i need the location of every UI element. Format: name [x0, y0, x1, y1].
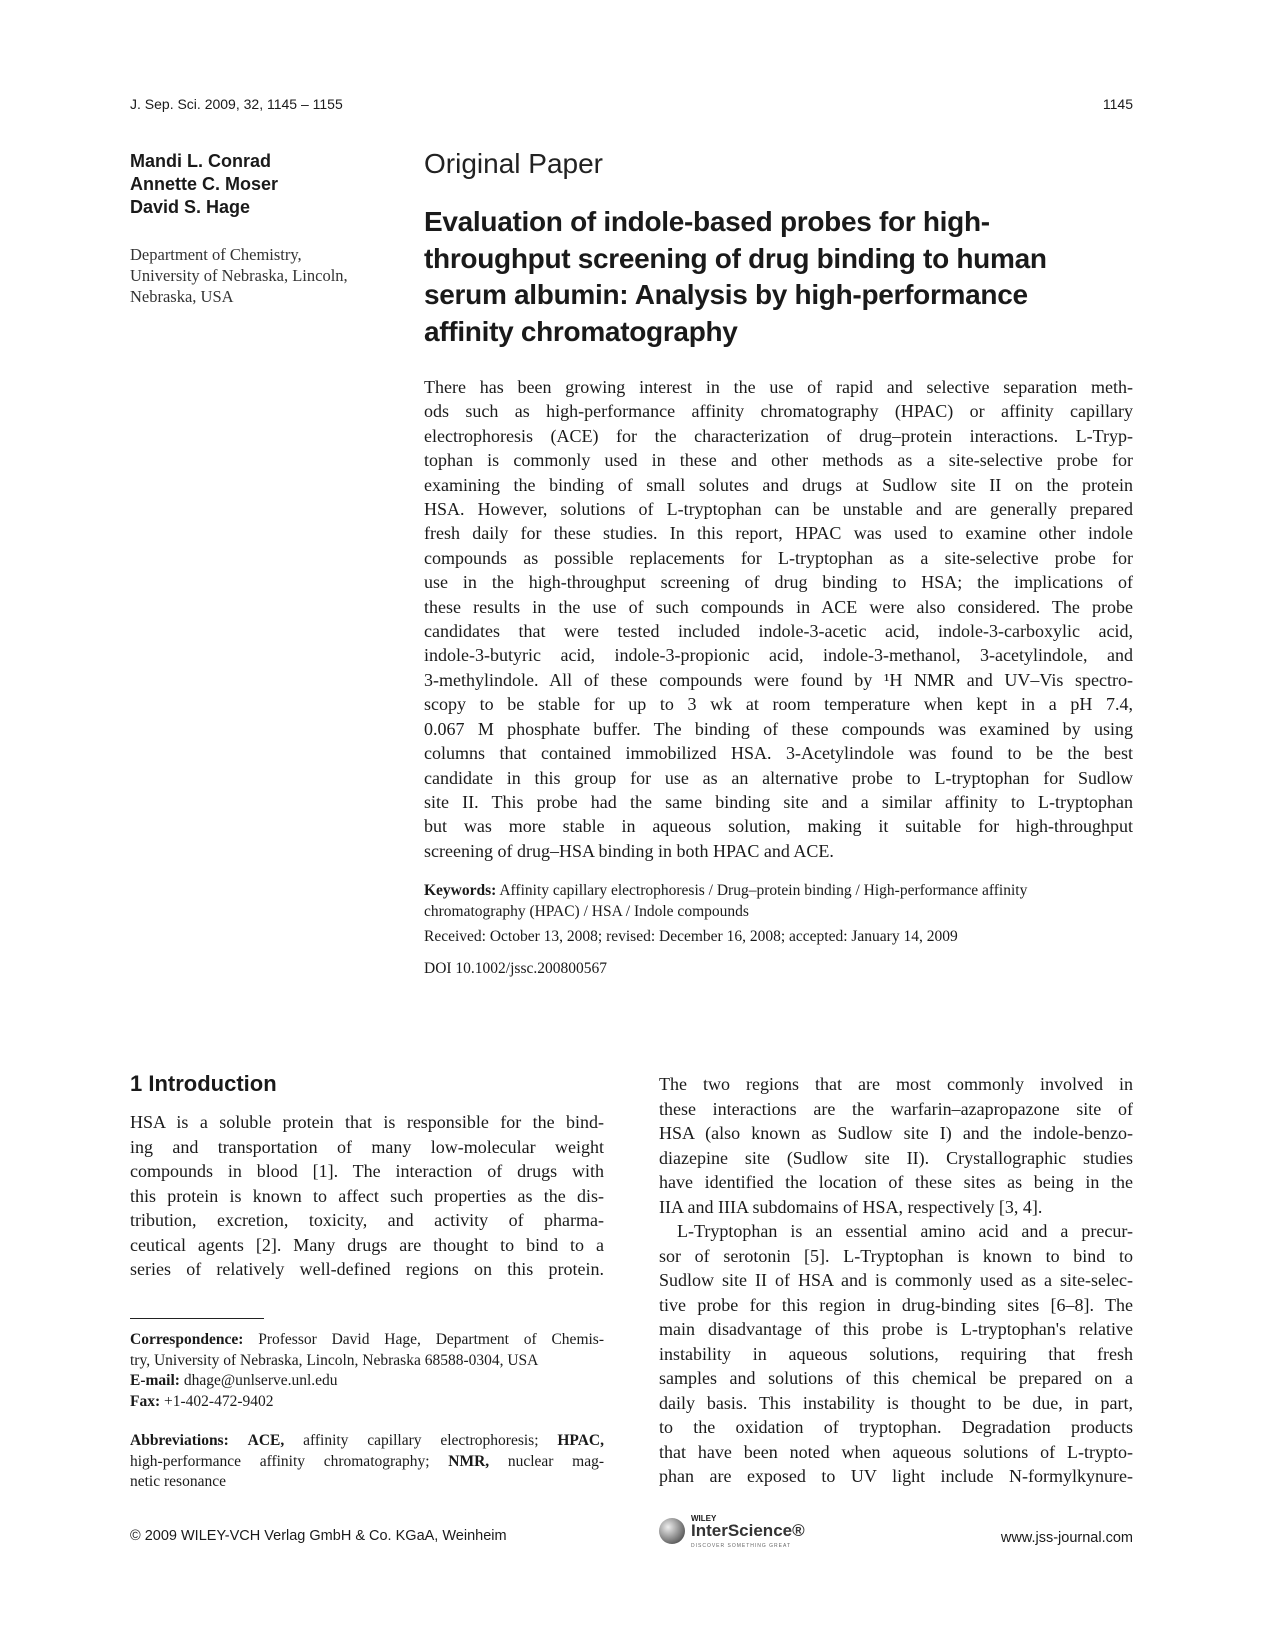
fax-label: Fax: [130, 1392, 161, 1410]
text-line: HSA. However, solutions of L-tryptophan can be unstable and are generally prepared [424, 499, 1133, 520]
text-line: columns that contained immobilized HSA. 3-Acetylindole was found to be the best [424, 743, 1133, 764]
text-line: to the oxidation of tryptophan. Degradation products [659, 1417, 1133, 1437]
text-line: ods such as high-performance affinity chromatography (HPAC) or affinity capillary [424, 401, 1133, 422]
intro-left-column [130, 1110, 604, 1282]
text-line: 3-methylindole. All of these compounds were found by ¹H NMR and UV–Vis spectro- [424, 669, 1133, 690]
text-line: ceutical agents [2]. Many drugs are thought to bind to a [130, 1234, 604, 1255]
text-line: but was more stable in aqueous solution, making it suitable for high-throughput [424, 816, 1133, 837]
doi[interactable]: DOI 10.1002/jssc.200800567 [424, 960, 607, 977]
title-line: Evaluation of indole-based probes for high- [424, 206, 990, 237]
text-line: examining the binding of small solutes and drugs at Sudlow site II on the protein [424, 474, 1133, 495]
abbr-term: ACE, [247, 1432, 285, 1449]
text-line: this protein is known to affect such properties as the dis- [130, 1185, 604, 1206]
logo-wiley: WILEY [691, 1514, 717, 1523]
correspondence-footnote [130, 1330, 604, 1412]
globe-icon [659, 1518, 685, 1544]
keywords-text: Affinity capillary electrophoresis / Drug–protein binding / High-performance affinity [496, 882, 1028, 899]
affiliation-line: Department of Chemistry, [130, 245, 302, 264]
abbr-def: netic resonance [130, 1473, 226, 1490]
text-line: L-Tryptophan is an essential amino acid and a precur- [677, 1221, 1133, 1241]
affiliation-line: University of Nebraska, Lincoln, [130, 266, 348, 285]
text-line: instability in aqueous solutions, requiring that fresh [659, 1343, 1133, 1364]
keywords-label: Keywords: [424, 882, 497, 899]
text-line: ing and transportation of many low-molecular weight [130, 1136, 604, 1157]
title-line: affinity chromatography [424, 315, 738, 347]
logo-interscience: InterScience® [691, 1521, 805, 1540]
text-line: main disadvantage of this probe is L-tryptophan's relative [659, 1319, 1133, 1339]
text-line: samples and solutions of this chemical be prepared on a [659, 1368, 1133, 1388]
correspondence-text: try, University of Nebraska, Lincoln, Nebraska 68588-0304, USA [130, 1351, 539, 1369]
text-line: The two regions that are most commonly involved in [659, 1074, 1133, 1094]
text-line: use in the high-throughput screening of drug binding to HSA; the implications of [424, 572, 1133, 593]
abbr-term: HPAC, [557, 1432, 604, 1449]
text-line: tophan is commonly used in these and other methods as a site-selective probe for [424, 450, 1133, 471]
text-line: candidate in this group for use as an alternative probe to L-tryptophan for Sudlow [424, 767, 1133, 788]
page-number: 1145 [1102, 96, 1133, 112]
author: David S. Hage [130, 197, 251, 217]
abbr-def: affinity capillary electrophoresis; [284, 1432, 558, 1449]
paper-type: Original Paper [424, 148, 603, 179]
keywords-text: chromatography (HPAC) / HSA / Indole compounds [424, 903, 749, 920]
correspondence-label: Correspondence: [130, 1331, 244, 1348]
abbr-term: NMR, [448, 1452, 490, 1470]
text-line: compounds in blood [1]. The interaction of drugs with [130, 1161, 604, 1181]
text-line: sor of serotonin [5]. L-Tryptophan is known to bind to [659, 1245, 1133, 1266]
author: Annette C. Moser [130, 174, 279, 194]
journal-url[interactable]: www.jss-journal.com [1000, 1530, 1133, 1546]
copyright: © 2009 WILEY-VCH Verlag GmbH & Co. KGaA, Weinheim [130, 1528, 507, 1544]
text-line: HSA (also known as Sudlow site I) and the indole-benzo- [659, 1123, 1133, 1143]
text-line: have identified the location of these sites as being in the [659, 1172, 1133, 1192]
email-label: E-mail: [130, 1372, 180, 1389]
text-line: these results in the use of such compounds in ACE were also considered. The probe [424, 596, 1133, 617]
fax-number: +1-402-472-9402 [160, 1392, 274, 1410]
section-heading: 1 Introduction [130, 1071, 277, 1096]
text-line: scopy to be stable for up to 3 wk at room temperature when kept in a pH 7.4, [424, 694, 1133, 715]
title-line: serum albumin: Analysis by high-performance [424, 279, 1028, 310]
text-line: electrophoresis (ACE) for the characterization of drug–protein interactions. L-Tryp- [424, 425, 1133, 446]
text-line: There has been growing interest in the use of rapid and selective separation meth- [424, 377, 1133, 397]
author-list [130, 150, 278, 219]
abbreviations-label: Abbreviations: [130, 1432, 229, 1449]
text-line: screening of drug–HSA binding in both HPAC and ACE. [424, 840, 834, 861]
text-line: tribution, excretion, toxicity, and activity of pharma- [130, 1210, 604, 1230]
author: Mandi L. Conrad [130, 151, 271, 171]
text-line: that have been noted when aqueous solutions of L-trypto- [659, 1441, 1133, 1462]
email-link[interactable]: dhage@unlserve.unl.edu [179, 1372, 338, 1389]
text-line: candidates that were tested included indole-3-acetic acid, indole-3-carboxylic acid, [424, 621, 1133, 642]
text-line: series of relatively well-defined regions on this protein. [130, 1259, 604, 1279]
text-line: these interactions are the warfarin–azapropazone site of [659, 1098, 1133, 1119]
paper-title [424, 204, 1124, 350]
keywords [424, 880, 1133, 922]
text-line: IIA and IIIA subdomains of HSA, respectively [3, 4]. [659, 1196, 1043, 1217]
abbr-def: nuclear mag- [489, 1452, 604, 1470]
text-line: site II. This probe had the same binding site and a similar affinity to L-tryptophan [424, 791, 1133, 812]
text-line: Sudlow site II of HSA and is commonly used as a site-selec- [659, 1270, 1133, 1290]
journal-citation: J. Sep. Sci. 2009, 32, 1145 – 1155 [130, 96, 343, 112]
wiley-interscience-logo[interactable] [655, 1512, 805, 1552]
logo-tagline: DISCOVER SOMETHING GREAT [691, 1543, 792, 1549]
text-line: daily basis. This instability is thought to be due, in part, [659, 1392, 1133, 1413]
text-line: indole-3-butyric acid, indole-3-propionic acid, indole-3-methanol, 3-acetylindole, and [424, 645, 1133, 666]
abbreviations-footnote [130, 1431, 604, 1493]
footnote-divider [130, 1318, 264, 1319]
affiliation-line: Nebraska, USA [130, 287, 234, 306]
text-line: diazepine site (Sudlow site II). Crystallographic studies [659, 1147, 1133, 1168]
text-line: fresh daily for these studies. In this report, HPAC was used to examine other indole [424, 523, 1133, 544]
text-line: 0.067 M phosphate buffer. The binding of these compounds was examined by using [424, 718, 1133, 739]
abstract [424, 375, 1133, 863]
correspondence-text: Professor David Hage, Department of Chemis- [243, 1331, 604, 1348]
text-line: phan are exposed to UV light include N-formylkynure- [659, 1466, 1133, 1486]
text-line: tive probe for this region in drug-binding sites [6–8]. The [659, 1294, 1133, 1315]
text-line: HSA is a soluble protein that is responsible for the bind- [130, 1112, 604, 1132]
text-line: compounds as possible replacements for L-tryptophan as a site-selective probe for [424, 547, 1133, 568]
affiliation [130, 244, 348, 307]
intro-right-column [659, 1072, 1133, 1489]
title-line: throughput screening of drug binding to human [424, 242, 1047, 274]
received-dates: Received: October 13, 2008; revised: December 16, 2008; accepted: January 14, 2009 [424, 928, 958, 945]
abbr-def: high-performance affinity chromatography; [130, 1452, 449, 1470]
